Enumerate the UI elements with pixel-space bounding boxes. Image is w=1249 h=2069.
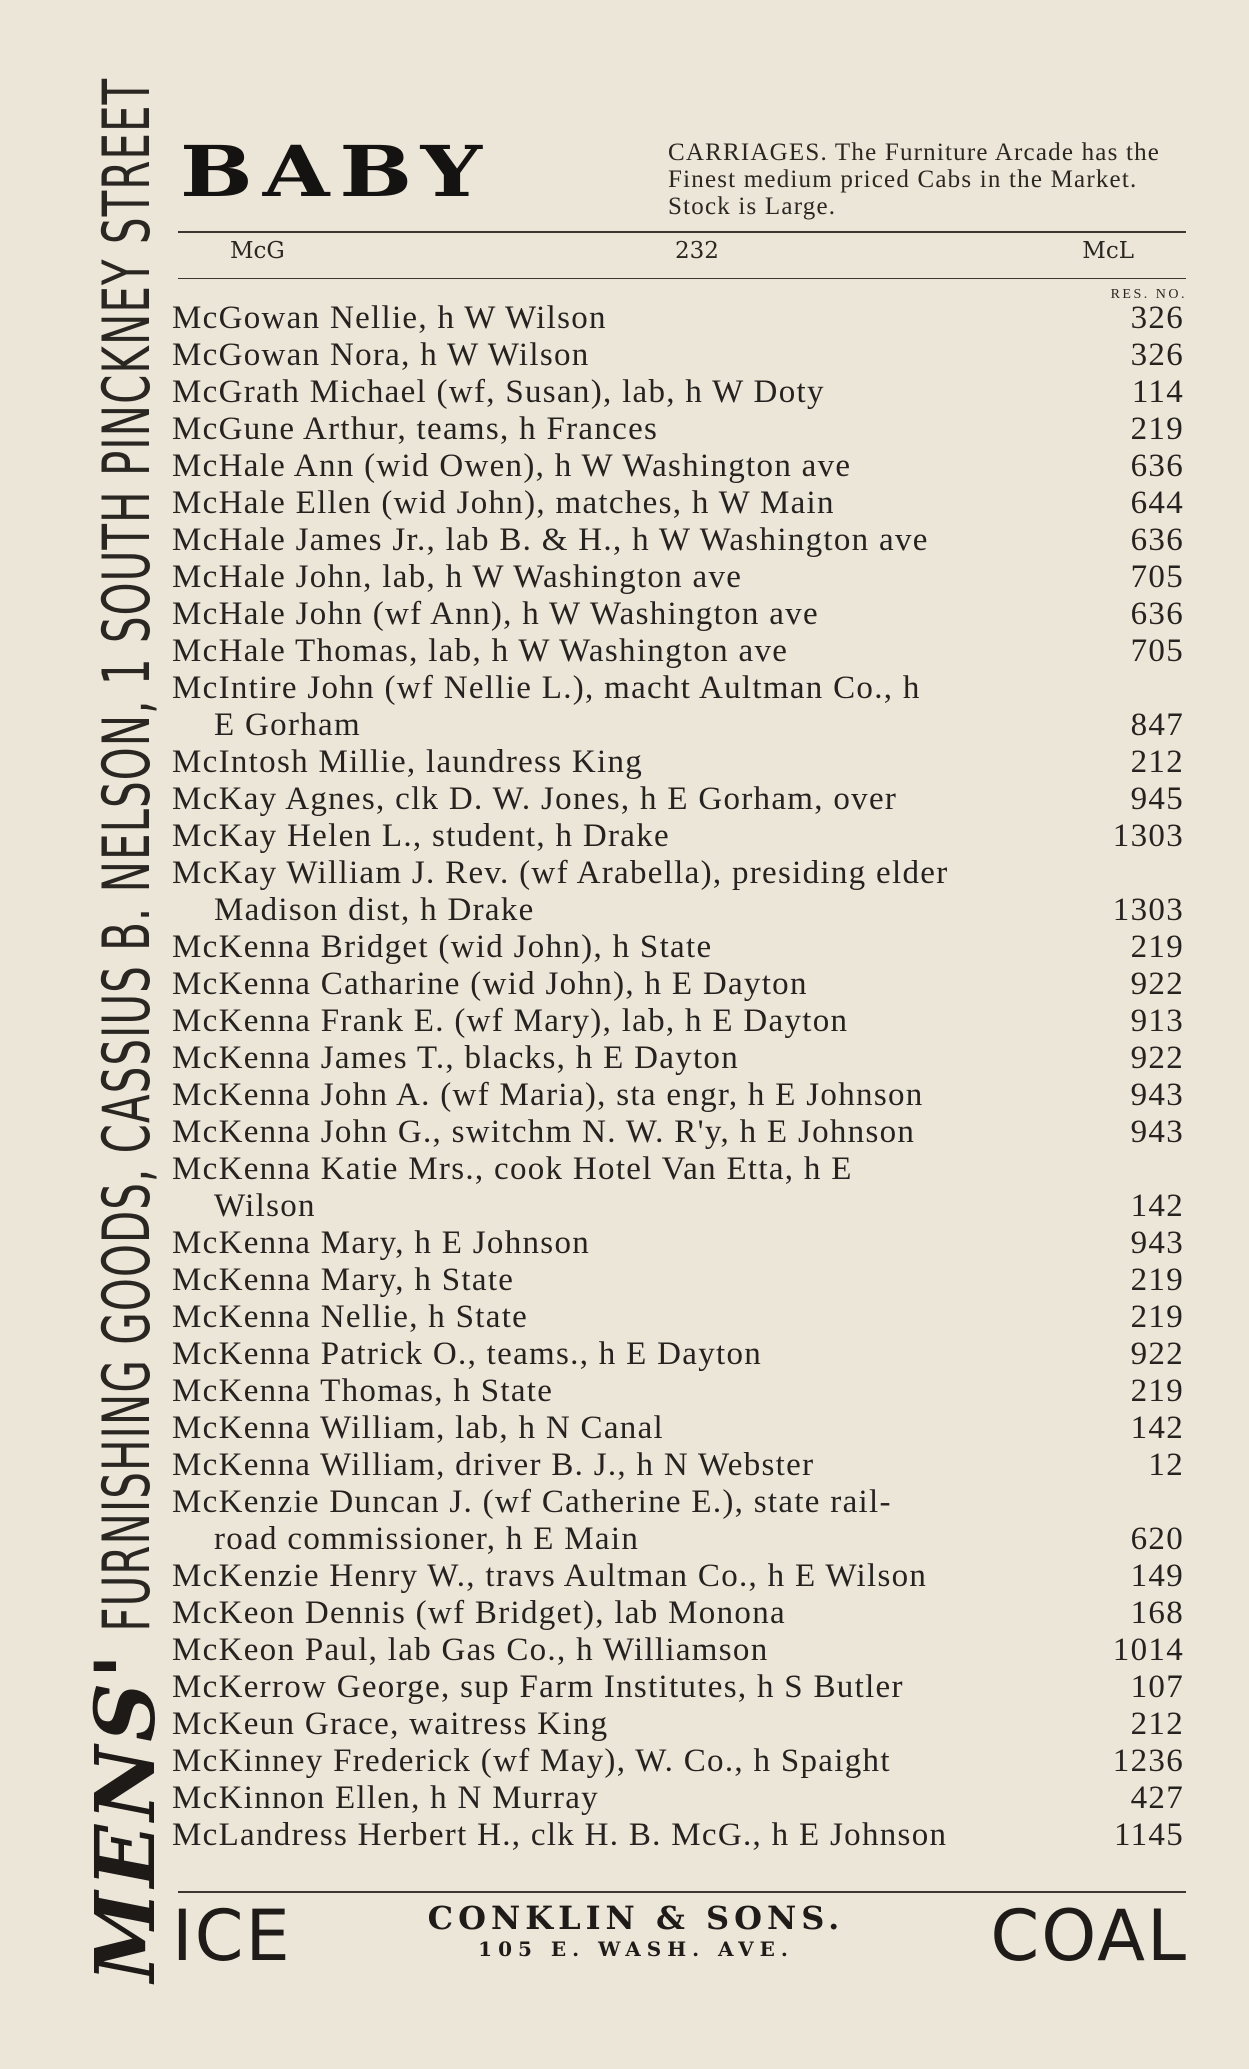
directory-entry (172, 1558, 1184, 1595)
running-head-right: McL (1082, 238, 1134, 264)
column-header: RES. NO. (1110, 287, 1187, 302)
side-ad-brand: MENS' (78, 1649, 174, 1983)
directory-entry (172, 1077, 1184, 1114)
entry-name: McKeun Grace, waitress King (172, 1706, 609, 1742)
directory-entry (172, 1151, 1184, 1188)
entry-res-no: 114 (1131, 374, 1184, 410)
directory-entries (172, 300, 1184, 1854)
entry-name: McIntire John (wf Nellie L.), macht Aultman Co., h (172, 670, 921, 706)
directory-entry (172, 818, 1184, 855)
running-head (178, 238, 1186, 268)
entry-name: McKenna James T., blacks, h E Dayton (172, 1040, 740, 1076)
directory-entry (172, 485, 1184, 522)
directory-entry-continuation (172, 1188, 1184, 1225)
entry-name: McHale Thomas, lab, h W Washington ave (172, 633, 789, 669)
directory-entry (172, 1114, 1184, 1151)
entry-res-no: 922 (1130, 1336, 1184, 1372)
entry-res-no: 913 (1130, 1003, 1184, 1039)
directory-entry (172, 929, 1184, 966)
entry-res-no: 212 (1130, 744, 1184, 780)
entry-name: McKay Helen L., student, h Drake (172, 818, 670, 854)
directory-entry (172, 670, 1184, 707)
directory-entry (172, 374, 1184, 411)
entry-res-no: 219 (1130, 1299, 1184, 1335)
entry-res-no: 1014 (1112, 1632, 1184, 1668)
entry-name: McKenna Mary, h State (172, 1262, 515, 1298)
entry-res-no: 943 (1130, 1114, 1184, 1150)
footer-ad-right-word: COAL (990, 1895, 1188, 1977)
entry-res-no: 922 (1130, 1040, 1184, 1076)
side-advertisement (78, 40, 174, 2020)
entry-res-no: 636 (1130, 596, 1184, 632)
directory-entry (172, 1484, 1184, 1521)
directory-entry (172, 559, 1184, 596)
entry-name: McGowan Nellie, h W Wilson (172, 300, 607, 336)
entry-res-no: 12 (1148, 1447, 1184, 1483)
entry-res-no: 168 (1130, 1595, 1184, 1631)
directory-entry-continuation (172, 892, 1184, 929)
entry-name: McKinnon Ellen, h N Murray (172, 1780, 599, 1816)
entry-name: McKenzie Duncan J. (wf Catherine E.), state rail- (172, 1484, 892, 1520)
directory-entry (172, 1632, 1184, 1669)
entry-res-no: 142 (1130, 1188, 1184, 1224)
entry-name: McKenna Bridget (wid John), h State (172, 929, 713, 965)
entry-res-no: 620 (1130, 1521, 1184, 1557)
footer-rule (178, 1891, 1186, 1893)
directory-entry (172, 1706, 1184, 1743)
entry-name: McHale John (wf Ann), h W Washington ave (172, 596, 819, 632)
directory-entry (172, 1336, 1184, 1373)
entry-name: McKeon Paul, lab Gas Co., h Williamson (172, 1632, 769, 1668)
entry-name: McHale James Jr., lab B. & H., h W Washington ave (172, 522, 929, 558)
directory-entry (172, 1817, 1184, 1854)
entry-name: E Gorham (214, 707, 361, 743)
page-number: 232 (675, 238, 719, 264)
directory-entry (172, 1410, 1184, 1447)
header-ad-blurb: CARRIAGES. The Furniture Arcade has the Finest medium priced Cabs in the Market. Stock is Large. (668, 139, 1161, 220)
entry-res-no: 326 (1130, 337, 1184, 373)
header-advertisement (180, 130, 1190, 223)
entry-name: McGune Arthur, teams, h Frances (172, 411, 659, 447)
entry-name: McKenna Mary, h E Johnson (172, 1225, 591, 1261)
entry-res-no: 1145 (1114, 1817, 1184, 1853)
entry-name: McKenna Patrick O., teams., h E Dayton (172, 1336, 763, 1372)
header-top-rule (178, 231, 1186, 233)
footer-ad-left-word: ICE (172, 1895, 292, 1977)
entry-name: McKenna John G., switchm N. W. R'y, h E Johnson (172, 1114, 916, 1150)
entry-res-no: 847 (1130, 707, 1184, 743)
entry-name: McHale Ann (wid Owen), h W Washington ave (172, 448, 852, 484)
running-head-left: McG (230, 238, 285, 264)
entry-res-no: 1303 (1112, 892, 1184, 928)
entry-res-no: 1303 (1112, 818, 1184, 854)
directory-entry (172, 411, 1184, 448)
directory-entry (172, 596, 1184, 633)
entry-res-no: 219 (1130, 929, 1184, 965)
header-bottom-rule (178, 278, 1186, 279)
entry-res-no: 219 (1130, 1373, 1184, 1409)
entry-name: McKeon Dennis (wf Bridget), lab Monona (172, 1595, 786, 1631)
entry-name: McKenna John A. (wf Maria), sta engr, h E Johnson (172, 1077, 924, 1113)
directory-entry (172, 1299, 1184, 1336)
directory-entry (172, 1262, 1184, 1299)
entry-res-no: 943 (1130, 1225, 1184, 1261)
entry-name: McHale John, lab, h W Washington ave (172, 559, 743, 595)
directory-entry (172, 1040, 1184, 1077)
entry-name: McHale Ellen (wid John), matches, h W Main (172, 485, 835, 521)
directory-entry-continuation (172, 1521, 1184, 1558)
entry-res-no: 636 (1130, 448, 1184, 484)
directory-entry (172, 1373, 1184, 1410)
directory-entry (172, 337, 1184, 374)
entry-res-no: 427 (1130, 1780, 1184, 1816)
entry-res-no: 149 (1130, 1558, 1184, 1594)
entry-res-no: 1236 (1112, 1743, 1184, 1779)
header-ad-headline: BABY (180, 130, 492, 214)
directory-entry (172, 855, 1184, 892)
entry-name: road commissioner, h E Main (214, 1521, 640, 1557)
directory-entry (172, 744, 1184, 781)
entry-name: McGrath Michael (wf, Susan), lab, h W Doty (172, 374, 825, 410)
footer-ad-address: 105 E. WASH. AVE. (478, 1937, 794, 1961)
entry-name: McKerrow George, sup Farm Institutes, h S Butler (172, 1669, 904, 1705)
entry-res-no: 943 (1130, 1077, 1184, 1113)
entry-name: McKay William J. Rev. (wf Arabella), presiding elder (172, 855, 949, 891)
entry-name: McKenna William, lab, h N Canal (172, 1410, 665, 1446)
entry-name: McLandress Herbert H., clk H. B. McG., h E Johnson (172, 1817, 948, 1853)
entry-name: McGowan Nora, h W Wilson (172, 337, 590, 373)
entry-name: McKenzie Henry W., travs Aultman Co., h E Wilson (172, 1558, 928, 1594)
entry-name: McKenna William, driver B. J., h N Webster (172, 1447, 815, 1483)
directory-entry (172, 1669, 1184, 1706)
entry-name: McKay Agnes, clk D. W. Jones, h E Gorham, over (172, 781, 898, 817)
entry-name: McKenna Frank E. (wf Mary), lab, h E Dayton (172, 1003, 849, 1039)
side-ad-text: FURNISHING GOODS, CASSIUS B. NELSON, 1 SOUTH PINCKNEY STREET (88, 77, 164, 1632)
footer-ad-firm: CONKLIN & SONS. (427, 1899, 845, 1937)
directory-entry (172, 1225, 1184, 1262)
entry-name: McKenna Nellie, h State (172, 1299, 529, 1335)
entry-res-no: 705 (1130, 559, 1184, 595)
entry-res-no: 922 (1130, 966, 1184, 1002)
directory-entry (172, 1003, 1184, 1040)
directory-entry (172, 966, 1184, 1003)
directory-entry-continuation (172, 707, 1184, 744)
entry-res-no: 644 (1130, 485, 1184, 521)
directory-entry (172, 448, 1184, 485)
entry-res-no: 142 (1130, 1410, 1184, 1446)
entry-name: McIntosh Millie, laundress King (172, 744, 644, 780)
entry-res-no: 219 (1130, 411, 1184, 447)
directory-entry (172, 1595, 1184, 1632)
entry-name: McKinney Frederick (wf May), W. Co., h Spaight (172, 1743, 891, 1779)
directory-entry (172, 522, 1184, 559)
entry-name: Wilson (214, 1188, 316, 1224)
directory-entry (172, 1780, 1184, 1817)
entry-name: Madison dist, h Drake (214, 892, 535, 928)
entry-res-no: 219 (1130, 1262, 1184, 1298)
entry-res-no: 705 (1130, 633, 1184, 669)
footer-advertisement (168, 1896, 1188, 1976)
entry-res-no: 326 (1130, 300, 1184, 336)
directory-entry (172, 1743, 1184, 1780)
directory-entry (172, 781, 1184, 818)
entry-name: McKenna Catharine (wid John), h E Dayton (172, 966, 808, 1002)
entry-res-no: 212 (1130, 1706, 1184, 1742)
directory-entry (172, 1447, 1184, 1484)
entry-name: McKenna Katie Mrs., cook Hotel Van Etta, h E (172, 1151, 853, 1187)
entry-res-no: 636 (1130, 522, 1184, 558)
directory-entry (172, 633, 1184, 670)
entry-res-no: 945 (1130, 781, 1184, 817)
directory-entry (172, 300, 1184, 337)
entry-name: McKenna Thomas, h State (172, 1373, 554, 1409)
entry-res-no: 107 (1130, 1669, 1184, 1705)
